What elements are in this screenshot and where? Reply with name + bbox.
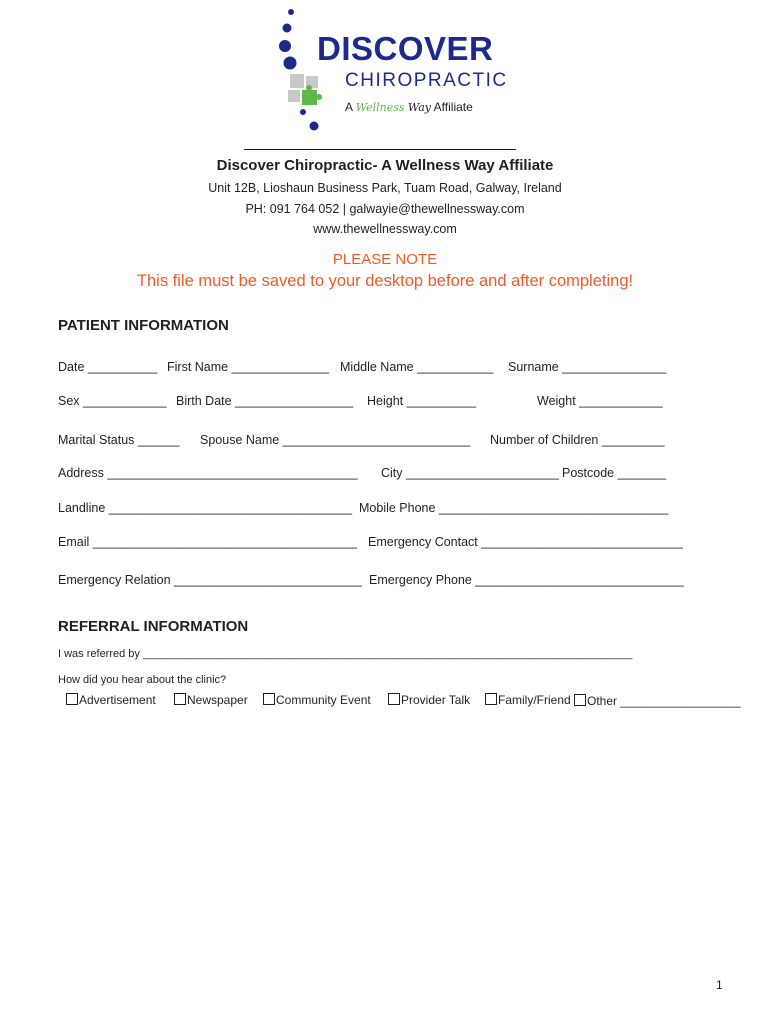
sex-field[interactable]: Sex ____________ [58,394,167,408]
option-newspaper[interactable] [174,693,248,707]
header-divider [244,149,516,150]
note-text: This file must be saved to your desktop before and after completing! [136,272,634,290]
org-website[interactable]: www.thewellnessway.com [313,222,457,236]
option-advertisement[interactable] [66,693,156,707]
email-field[interactable]: Email ______________________________________ [58,535,357,549]
address-field[interactable]: Address ____________________________________ [58,466,358,480]
logo-brand: DISCOVER [317,30,494,67]
birth-date-field[interactable]: Birth Date _________________ [176,394,354,408]
note-title: PLEASE NOTE [332,251,438,268]
logo-tagline [345,100,473,114]
logo-subtitle: CHIROPRACTIC [345,70,508,91]
org-name: Discover Chiropractic- A Wellness Way Affiliate [216,157,554,174]
height-field[interactable]: Height __________ [367,394,477,408]
option-label: Other [587,694,618,708]
other-line[interactable]: __________________ [620,694,741,708]
checkbox[interactable] [485,693,497,705]
org-contact: PH: 091 764 052 | galwayie@thewellnessway.com [245,202,525,216]
option-community-event[interactable] [263,693,371,707]
emergency-contact-field[interactable]: Emergency Contact _____________________________ [368,535,683,549]
option-family-friend[interactable] [485,693,571,707]
middle-name-field[interactable]: Middle Name ___________ [340,360,494,374]
checkbox[interactable] [263,693,275,705]
emergency-relation-field[interactable]: Emergency Relation ___________________________ [58,573,362,587]
mobile-phone-field[interactable]: Mobile Phone _________________________________ [359,501,669,515]
marital-status-field[interactable]: Marital Status ______ [58,433,180,447]
landline-field[interactable]: Landline ___________________________________ [58,501,353,515]
checkbox[interactable] [388,693,400,705]
org-address: Unit 12B, Lioshaun Business Park, Tuam Road, Galway, Ireland [208,181,562,195]
option-label: Advertisement [79,693,156,707]
option-provider-talk[interactable] [388,693,470,707]
option-label: Family/Friend [498,693,571,707]
option-other[interactable] [574,694,741,708]
option-label: Newspaper [187,693,248,707]
postcode-field[interactable]: Postcode _______ [562,466,667,480]
logo-tagline-affiliate: Affiliate [433,100,473,114]
emergency-phone-field[interactable]: Emergency Phone ______________________________ [369,573,684,587]
weight-field[interactable]: Weight ____________ [537,394,663,408]
referral-question: How did you hear about the clinic? [58,674,227,686]
date-field[interactable]: Date __________ [58,360,158,374]
number-of-children-field[interactable]: Number of Children _________ [490,433,665,447]
referred-by-field[interactable]: I was referred by ________________________________________________________________________________ [58,648,633,660]
referral-heading: REFERRAL INFORMATION [58,618,249,635]
option-label: Provider Talk [401,693,471,707]
logo-tagline-a: A [345,100,353,114]
surname-field[interactable]: Surname _______________ [508,360,667,374]
first-name-field[interactable]: First Name ______________ [167,360,329,374]
logo-tagline-way: Way [407,101,431,114]
checkbox[interactable] [574,694,586,706]
city-field[interactable]: City ______________________ [381,466,559,480]
patient-heading: PATIENT INFORMATION [58,317,229,334]
checkbox[interactable] [174,693,186,705]
logo-graphic [270,6,340,141]
logo-tagline-wellness: Wellness [355,101,405,114]
option-label: Community Event [276,693,371,707]
spouse-name-field[interactable]: Spouse Name ___________________________ [200,433,471,447]
checkbox[interactable] [66,693,78,705]
page-number: 1 [716,978,723,992]
logo [270,6,340,141]
